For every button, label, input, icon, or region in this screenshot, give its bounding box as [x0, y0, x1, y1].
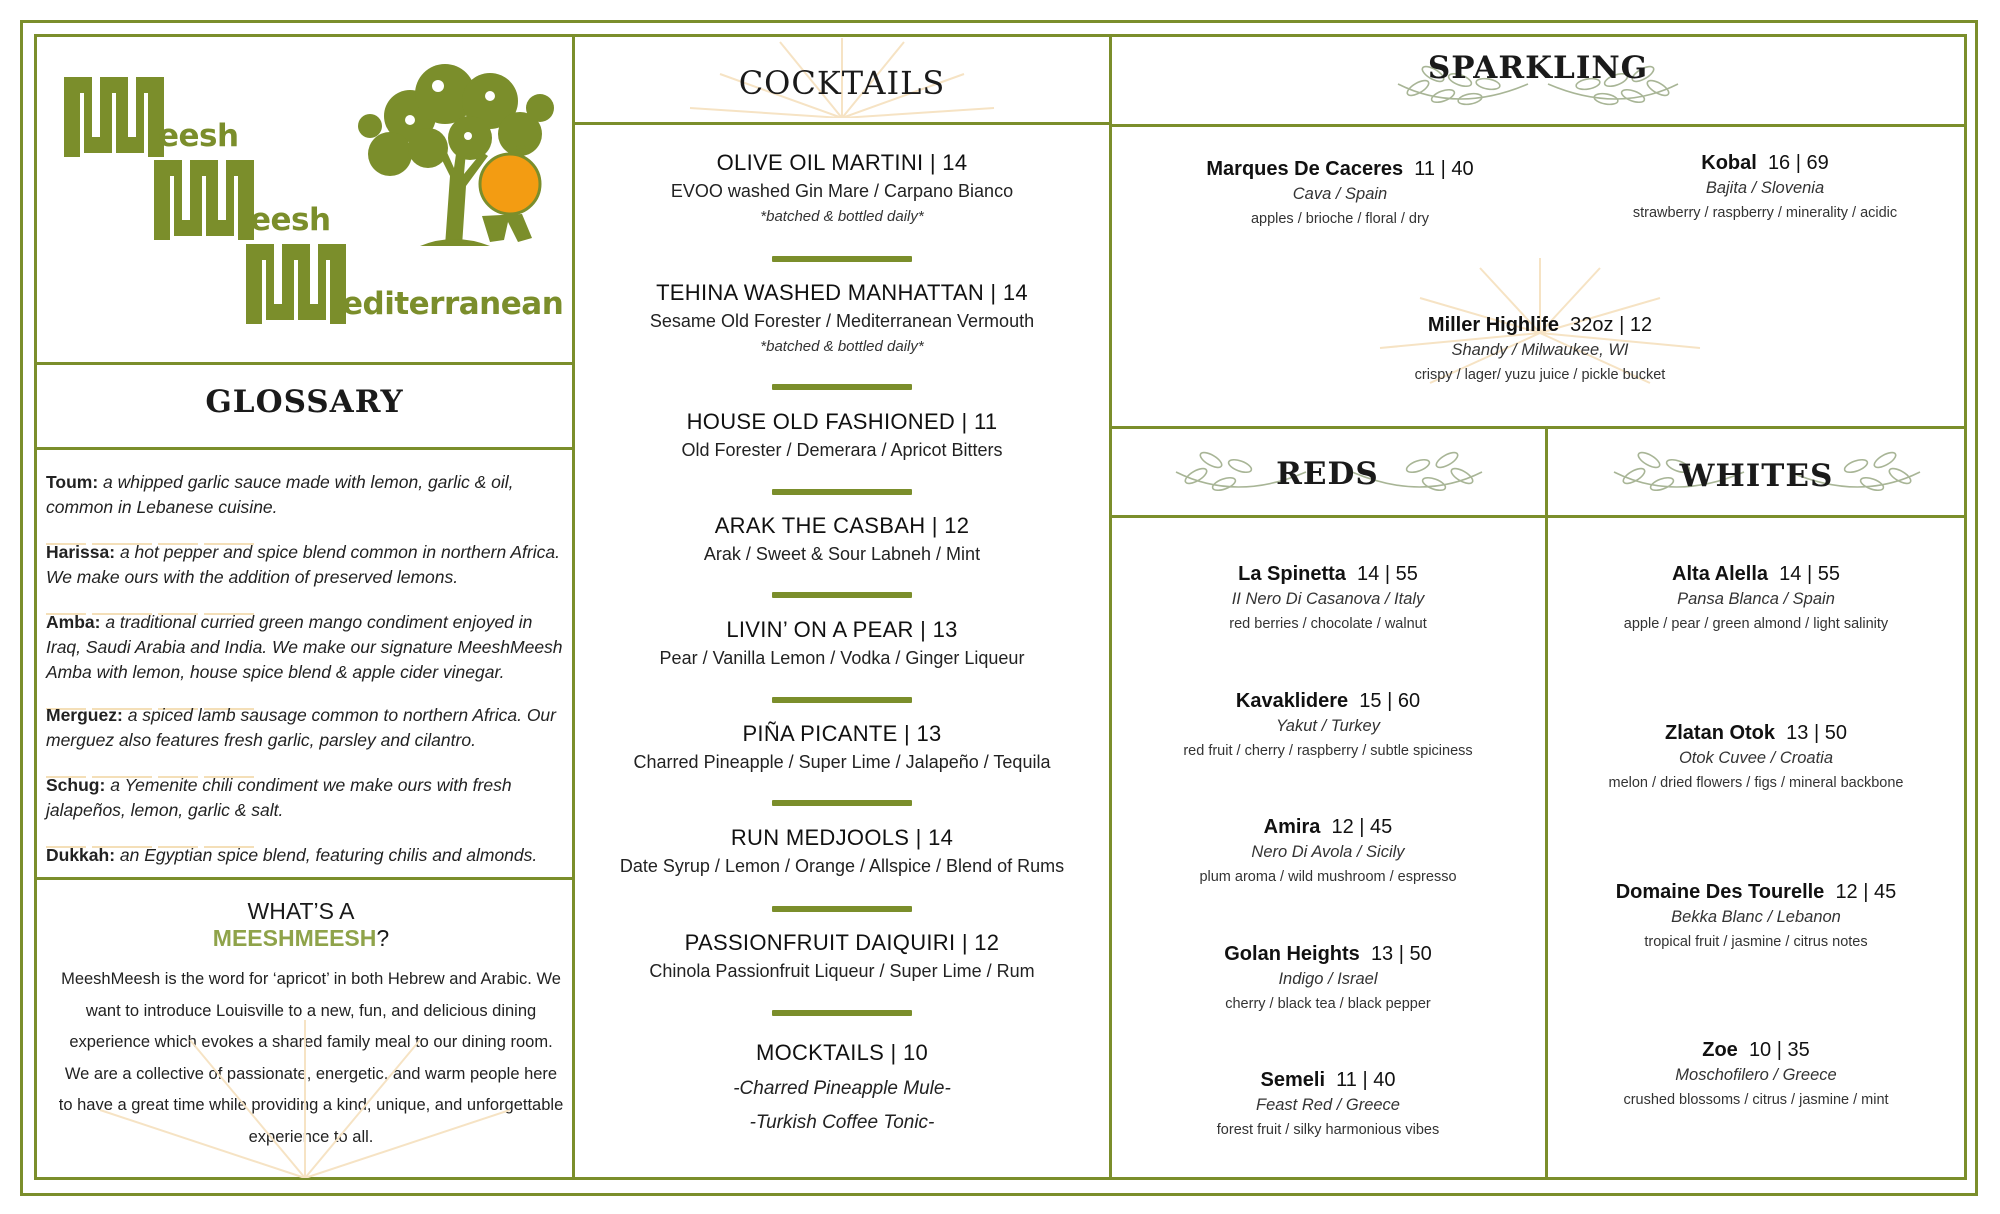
cocktail-ingredients: Old Forester / Demerara / Apricot Bitters: [681, 440, 1003, 460]
wine-name: Kavaklidere: [1235, 690, 1349, 712]
divider: [1109, 515, 1967, 518]
divider: [1109, 426, 1967, 429]
logo-m-glyph: [154, 160, 254, 240]
wine-origin: Yakut / Turkey: [1276, 717, 1380, 735]
logo-m-glyph: [64, 77, 164, 157]
wine-origin: Moschofilero / Greece: [1675, 1066, 1837, 1084]
wine-item: [1118, 1069, 1538, 1138]
wine-origin: Bekka Blanc / Lebanon: [1671, 908, 1841, 926]
wine-name: Zoe: [1702, 1039, 1738, 1061]
wine-origin: II Nero Di Casanova / Italy: [1231, 590, 1425, 608]
cocktail-divider-bar: [772, 906, 912, 912]
logo-word-meesh: eesh: [158, 118, 239, 154]
glossary-item: [46, 773, 566, 823]
wine-notes: melon / dried flowers / figs / mineral backbone: [1608, 775, 1904, 791]
wine-price: 32oz | 12: [1570, 314, 1653, 336]
wine-notes: crispy / lager/ yuzu juice / pickle bucket: [1414, 367, 1666, 383]
about-title-prefix: WHAT’S A: [247, 898, 355, 924]
cocktail-ingredients: Sesame Old Forester / Mediterranean Vermouth: [649, 311, 1035, 331]
wine-price: 15 | 60: [1359, 690, 1421, 712]
mocktail-line: -Turkish Coffee Tonic-: [749, 1112, 935, 1133]
about-title-suffix: ?: [376, 925, 390, 951]
wine-origin: Indigo / Israel: [1278, 970, 1378, 988]
wine-price: 14 | 55: [1779, 563, 1840, 585]
wine-name-line: [1555, 152, 1975, 175]
mocktails-name: MOCKTAILS | 10: [755, 1040, 929, 1065]
sunburst-decoration: [40, 1000, 570, 1178]
wine-name: Miller Highlife: [1427, 314, 1560, 336]
wine-name: Amira: [1263, 816, 1321, 838]
glossary-item: [46, 470, 566, 520]
wine-name: Marques De Caceres: [1206, 158, 1404, 180]
cocktail-name: ARAK THE CASBAH | 12: [714, 513, 970, 538]
glossary-term: Toum:: [46, 472, 99, 492]
glossary-term: Schug:: [46, 775, 106, 795]
divider: [34, 877, 575, 880]
cocktail-ingredients: Arak / Sweet & Sour Labneh / Mint: [703, 544, 981, 564]
mocktail-line: -Charred Pineapple Mule-: [733, 1078, 951, 1099]
wine-name: Golan Heights: [1224, 943, 1360, 965]
wine-name-line: [1118, 690, 1538, 713]
wine-notes: crushed blossoms / citrus / jasmine / mint: [1623, 1092, 1889, 1108]
wine-name-line: [1118, 943, 1538, 966]
cocktail-name: RUN MEDJOOLS | 14: [730, 825, 954, 850]
cocktail-note: *batched & bottled daily*: [760, 208, 924, 225]
cocktail-divider-bar: [772, 1010, 912, 1016]
wine-name: Domaine Des Tourelle: [1615, 881, 1825, 903]
dash-divider: [46, 602, 260, 605]
wine-item: [1118, 943, 1538, 1012]
wine-notes: cherry / black tea / black pepper: [1225, 996, 1431, 1012]
sparkling-title: SPARKLING: [1427, 50, 1649, 86]
wine-price: 16 | 69: [1767, 152, 1829, 174]
wine-origin: Cava / Spain: [1292, 185, 1388, 203]
wine-item: [1118, 563, 1538, 632]
reds-title: REDS: [1276, 456, 1379, 492]
wine-notes: plum aroma / wild mushroom / espresso: [1199, 869, 1457, 885]
wine-origin: Nero Di Avola / Sicily: [1251, 843, 1405, 861]
wine-name: Alta Alella: [1672, 563, 1769, 585]
wine-item: [1555, 152, 1975, 221]
wine-price: 13 | 50: [1786, 722, 1847, 744]
wine-name-line: [1546, 1039, 1966, 1062]
cocktail-name: HOUSE OLD FASHIONED | 11: [686, 409, 998, 434]
wine-origin: Shandy / Milwaukee, WI: [1451, 341, 1629, 359]
cocktail-name: TEHINA WASHED MANHATTAN | 14: [656, 280, 1028, 305]
glossary-term: Dukkah:: [46, 845, 116, 865]
meeshmeesh-logo: [64, 62, 564, 332]
cocktail-item: [572, 513, 1112, 565]
logo-word-meesh: eesh: [250, 202, 331, 238]
cocktail-ingredients: Date Syrup / Lemon / Orange / Allspice / Blend of Rums: [619, 856, 1065, 876]
wine-name: Zlatan Otok: [1665, 722, 1776, 744]
cocktail-name: LIVIN’ ON A PEAR | 13: [726, 617, 958, 642]
divider: [34, 447, 575, 450]
wine-price: 11 | 40: [1414, 158, 1474, 180]
about-body: MeeshMeesh is the word for ‘apricot’ in both Hebrew and Arabic. We want to introduce Louisville to a new, fun, and delicious dining experience which evokes a shared family meal to our dining room. We are a collective of passionate, energetic, and warm people here to have a great time while providing a kind, unique, and unforgettable experience to all.: [58, 970, 564, 1146]
glossary-definition: an Egyptian spice blend, featuring chilis and almonds.: [119, 845, 538, 865]
wine-item: [1546, 881, 1966, 950]
cocktail-note: *batched & bottled daily*: [760, 338, 924, 355]
wine-item: [1330, 314, 1750, 383]
cocktail-name: PIÑA PICANTE | 13: [742, 721, 942, 746]
logo-m-glyph: [246, 244, 346, 324]
glossary-definition: a whipped garlic sauce made with lemon, garlic & oil, common in Lebanese cuisine.: [46, 472, 514, 517]
glossary-definition: a Yemenite chili condiment we make ours with fresh jalapeños, lemon, garlic & salt.: [46, 775, 512, 820]
apricot-tree-icon: [350, 56, 560, 256]
cocktail-item: [572, 930, 1112, 982]
cocktails-title: COCKTAILS: [738, 64, 946, 102]
about-title-word: MEESHMEESH: [212, 925, 377, 951]
dash-divider: [46, 697, 260, 700]
wine-origin: Otok Cuvee / Croatia: [1678, 749, 1834, 767]
wine-origin: Pansa Blanca / Spain: [1677, 590, 1835, 608]
wine-name: La Spinetta: [1238, 563, 1346, 585]
wine-item: [1546, 563, 1966, 632]
logo-word-mediterranean: editerranean: [342, 286, 564, 322]
divider: [34, 362, 575, 365]
divider: [572, 122, 1112, 125]
glossary-term: Harissa:: [46, 542, 116, 562]
cocktail-item: [572, 280, 1112, 355]
wine-notes: apples / brioche / floral / dry: [1250, 211, 1430, 227]
wine-origin: Bajita / Slovenia: [1705, 179, 1825, 197]
dash-divider: [46, 765, 260, 768]
wine-notes: red fruit / cherry / raspberry / subtle spiciness: [1183, 743, 1473, 759]
cocktail-name: PASSIONFRUIT DAIQUIRI | 12: [684, 930, 1000, 955]
wine-name: Semeli: [1260, 1069, 1326, 1091]
cocktail-item: [572, 150, 1112, 225]
wine-name-line: [1130, 158, 1550, 181]
glossary-title: GLOSSARY: [205, 384, 404, 420]
wine-name-line: [1546, 563, 1966, 586]
glossary-item: [46, 610, 566, 685]
wine-item: [1130, 158, 1550, 227]
cocktail-divider-bar: [772, 800, 912, 806]
glossary-item: [46, 703, 566, 753]
about-title: [36, 898, 566, 952]
wine-price: 10 | 35: [1748, 1039, 1810, 1061]
cocktail-item: [572, 617, 1112, 669]
glossary-definition: a traditional curried green mango condiment enjoyed in Iraq, Saudi Arabia and India. We make our signature MeeshMeesh Amba with lemon, house spice blend & apple cider vinegar.: [46, 612, 563, 682]
wine-item: [1118, 816, 1538, 885]
cocktail-divider-bar: [772, 592, 912, 598]
wine-item: [1546, 722, 1966, 791]
whites-title: WHITES: [1679, 458, 1834, 494]
wine-price: 11 | 40: [1336, 1069, 1396, 1091]
wine-name-line: [1118, 563, 1538, 586]
cocktail-item: [572, 825, 1112, 877]
wine-price: 12 | 45: [1331, 816, 1393, 838]
wine-price: 13 | 50: [1370, 943, 1432, 965]
wine-name-line: [1546, 722, 1966, 745]
cocktail-divider-bar: [772, 489, 912, 495]
cocktail-name: OLIVE OIL MARTINI | 14: [716, 150, 968, 175]
wine-notes: red berries / chocolate / walnut: [1229, 616, 1427, 632]
cocktail-item: [572, 721, 1112, 773]
wine-notes: apple / pear / green almond / light salinity: [1623, 616, 1889, 632]
cocktail-divider-bar: [772, 697, 912, 703]
wine-notes: strawberry / raspberry / minerality / acidic: [1632, 205, 1898, 221]
dash-divider: [46, 835, 260, 838]
glossary-item: [46, 843, 566, 868]
divider: [1109, 124, 1967, 127]
wine-price: 14 | 55: [1357, 563, 1418, 585]
dash-divider: [46, 532, 260, 535]
cocktail-ingredients: Charred Pineapple / Super Lime / Jalapeño / Tequila: [633, 752, 1051, 772]
cocktail-divider-bar: [772, 384, 912, 390]
wine-name-line: [1118, 816, 1538, 839]
wine-item: [1546, 1039, 1966, 1108]
wine-notes: tropical fruit / jasmine / citrus notes: [1644, 934, 1868, 950]
glossary-term: Amba:: [46, 612, 101, 632]
wine-name: Kobal: [1701, 152, 1757, 174]
wine-price: 12 | 45: [1835, 881, 1897, 903]
cocktail-item: [572, 409, 1112, 461]
cocktail-ingredients: EVOO washed Gin Mare / Carpano Bianco: [670, 181, 1014, 201]
wine-name-line: [1546, 881, 1966, 904]
mocktails-section: [572, 1040, 1112, 1134]
cocktail-ingredients: Chinola Passionfruit Liqueur / Super Lime / Rum: [649, 961, 1035, 981]
glossary-definition: a hot pepper and spice blend common in northern Africa. We make ours with the addition of preserved lemons.: [46, 542, 560, 587]
wine-item: [1118, 690, 1538, 759]
wine-origin: Feast Red / Greece: [1256, 1096, 1400, 1114]
wine-name-line: [1118, 1069, 1538, 1092]
wine-name-line: [1330, 314, 1750, 337]
glossary-term: Merguez:: [46, 705, 123, 725]
glossary-item: [46, 540, 566, 590]
glossary-definition: a spiced lamb sausage common to northern Africa. Our merguez also features fresh garlic, parsley and cilantro.: [46, 705, 556, 750]
cocktail-divider-bar: [772, 256, 912, 262]
cocktail-ingredients: Pear / Vanilla Lemon / Vodka / Ginger Liqueur: [659, 648, 1025, 668]
wine-notes: forest fruit / silky harmonious vibes: [1216, 1122, 1440, 1138]
